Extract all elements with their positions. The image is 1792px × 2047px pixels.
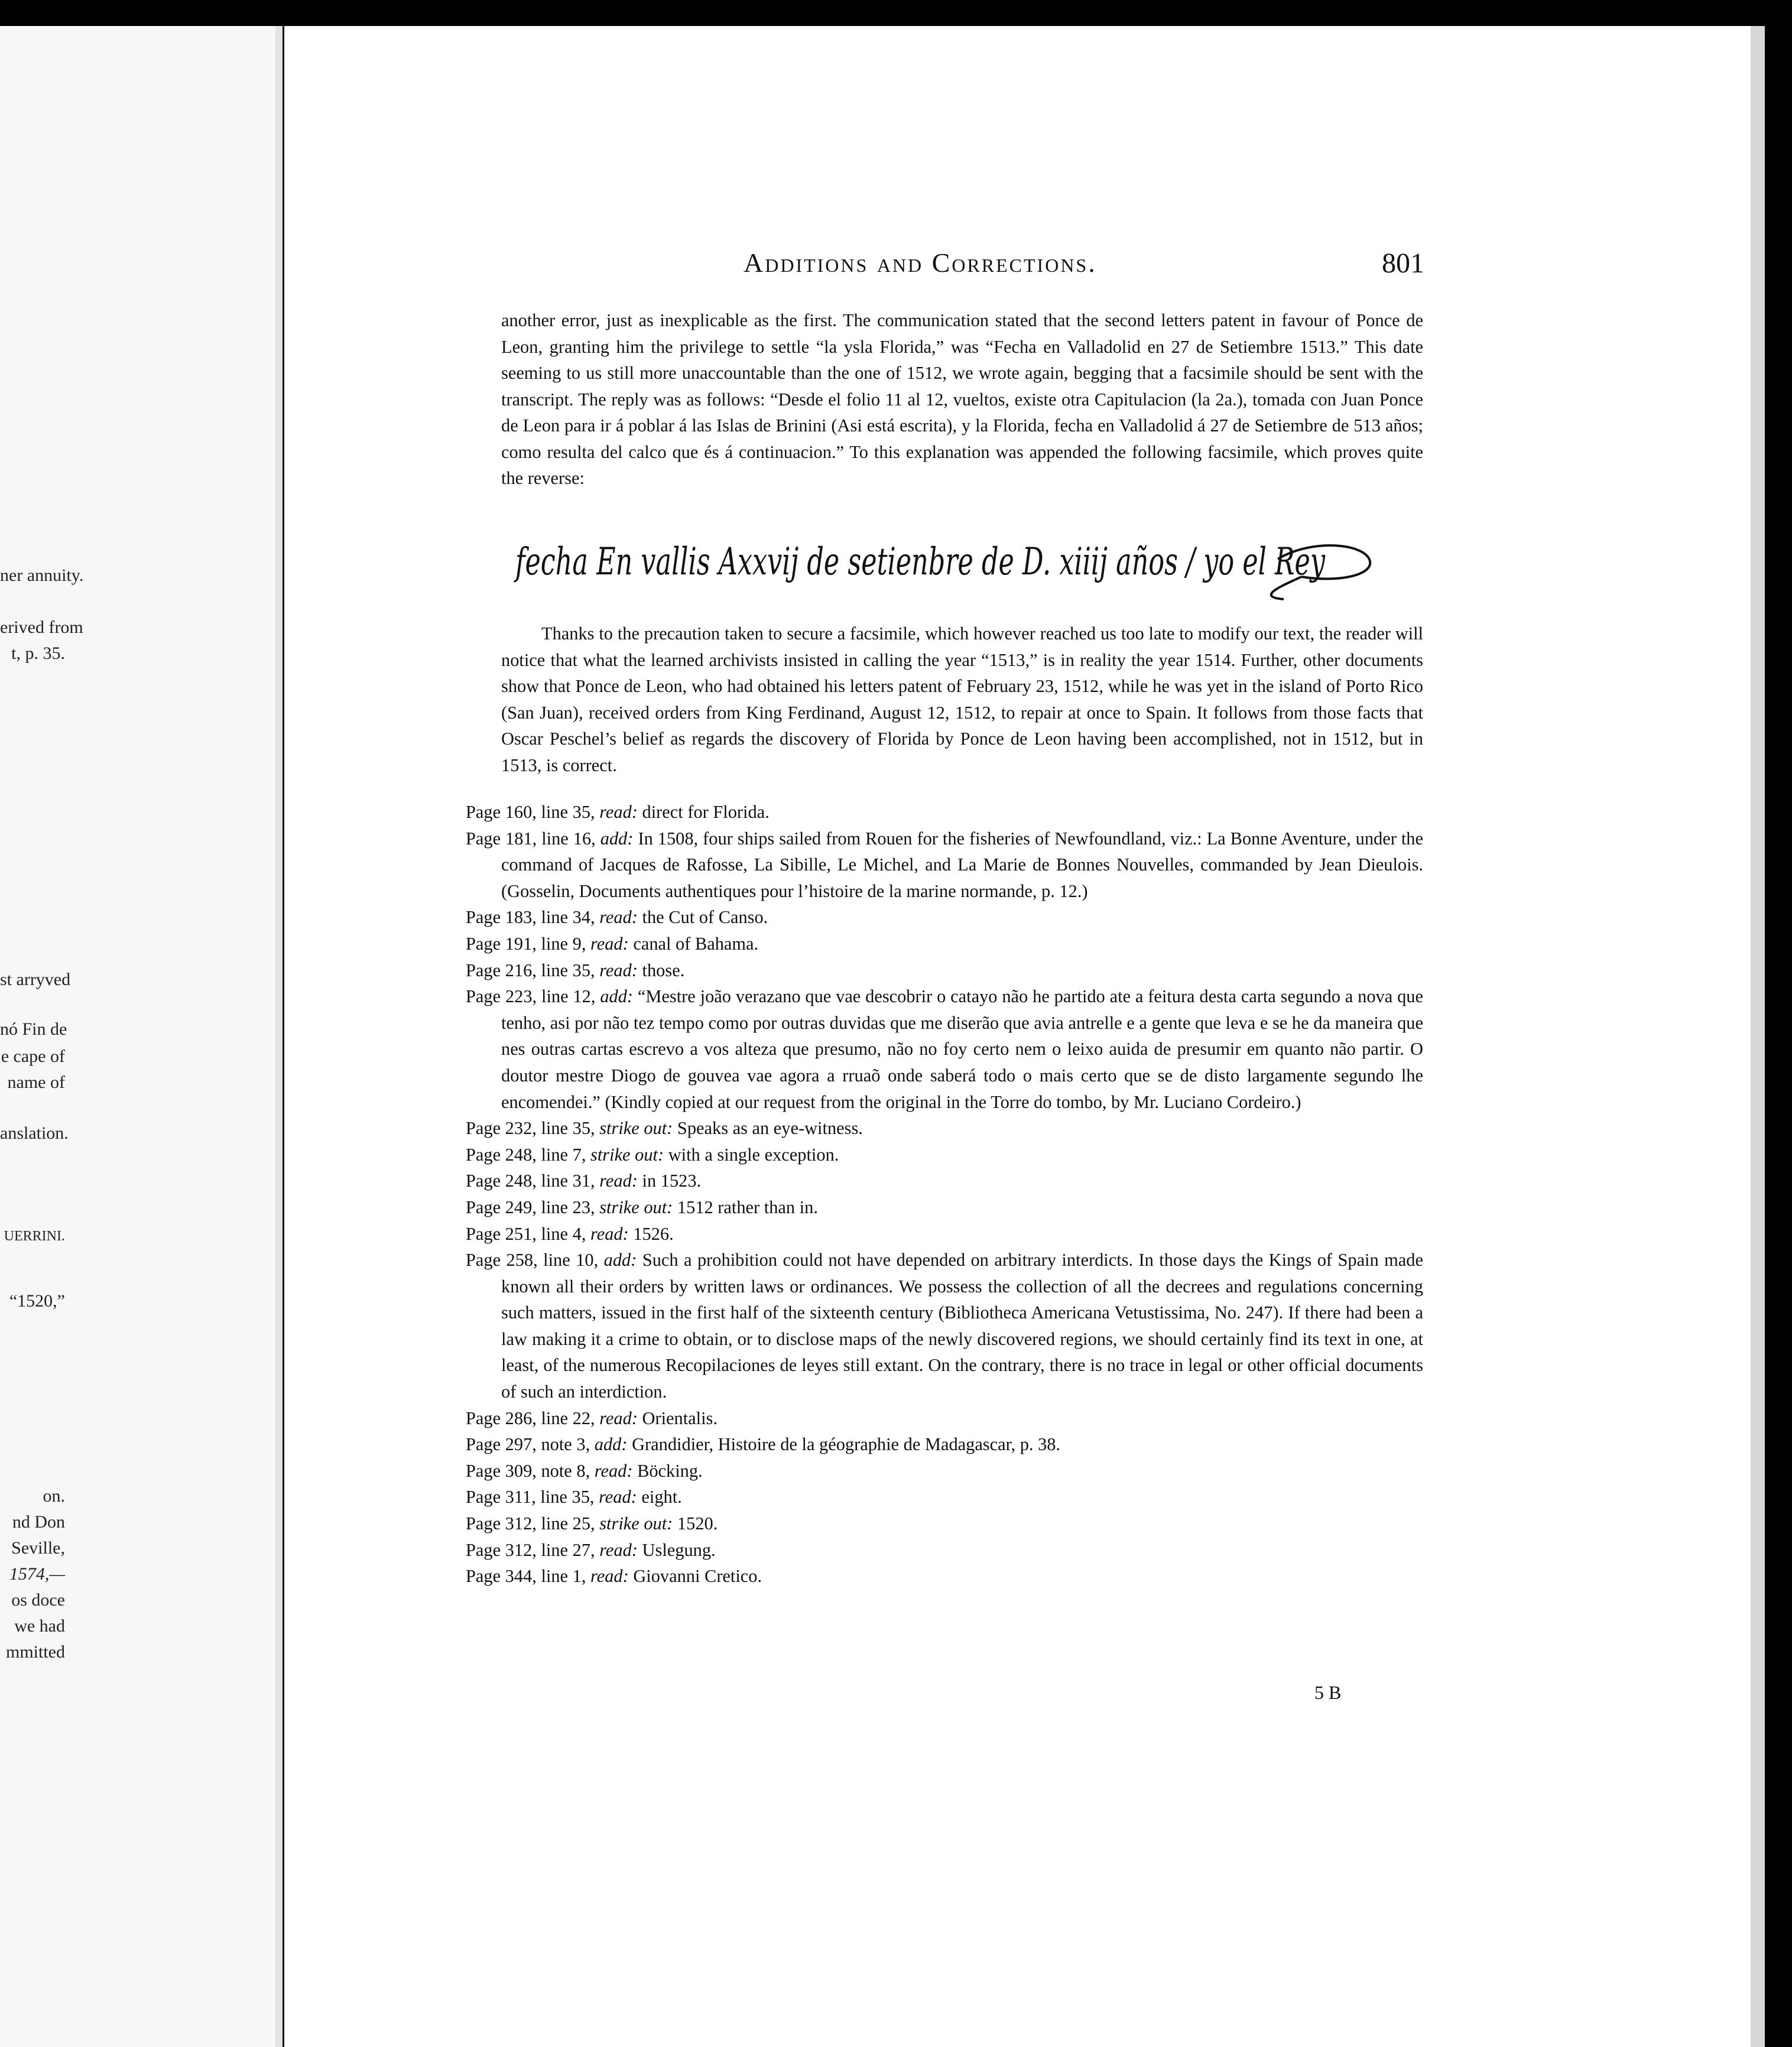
gutter-line bbox=[283, 26, 284, 2047]
left-fragment: name of bbox=[7, 1073, 65, 1092]
facsimile-signature bbox=[515, 526, 1378, 615]
left-fragment: on. bbox=[43, 1486, 65, 1506]
correction-entry: Page 248, line 7, strike out: with a single exception. bbox=[466, 1144, 839, 1165]
left-fragment: os doce bbox=[11, 1590, 65, 1610]
running-header-title: Additions and Corrections. bbox=[744, 248, 1097, 278]
correction-entry: Page 232, line 35, strike out: Speaks as an eye-witness. bbox=[466, 1118, 863, 1139]
handwriting-image bbox=[515, 526, 1378, 615]
left-fragment: anslation. bbox=[0, 1123, 69, 1143]
correction-entry: Page 216, line 35, read: those. bbox=[466, 960, 685, 980]
correction-entry: Page 311, line 35, read: eight. bbox=[466, 1487, 682, 1507]
correction-entry: Page 312, line 27, read: Uslegung. bbox=[466, 1539, 716, 1560]
left-fragment: mmitted bbox=[6, 1642, 65, 1662]
correction-entry: Page 181, line 16, add: In 1508, four ships sailed from Rouen for the fisheries of Newfoundland, viz.: La Bonne Aventure, under the command of Jacques de Rafosse, La Sibille, Le Michel, and La Marie de Bonnes Nouvelles, commanded by Jean Dieulois. (Gosselin, Documents authentiques pour l’histoire de la marine normande, p. 12.) bbox=[466, 828, 1423, 901]
correction-entry: Page 248, line 31, read: in 1523. bbox=[466, 1171, 702, 1191]
correction-entry: Page 223, line 12, add: “Mestre joão verazano que vae descobrir o catayo não he partido ate a feitura desta carta segundo a nova que tenho, asi por não tez tempo como por outras duvidas que me diserão que avia antrelle e a gente que leva e se he da maneira que nes outras cartas escrevo a vos alteza que presumo, não no foy certo nem o leixo auida de presumir em quanto não partir. O doutor mestre Diogo de gouvea vae agora a rruaõ onde saberá todo o mais certo que se de disto largamente segundo lhe encomendei.” (Kindly copied at our request from the original in the Torre do tombo, by Mr. Luciano Cordeiro.) bbox=[466, 986, 1423, 1112]
correction-entry: Page 191, line 9, read: canal of Bahama. bbox=[466, 933, 759, 954]
left-fragment: st arryved bbox=[0, 970, 71, 989]
correction-entry: Page 183, line 34, read: the Cut of Canso. bbox=[466, 907, 768, 928]
scan-right-band bbox=[1767, 26, 1792, 2047]
left-fragment: nó Fin de bbox=[0, 1019, 67, 1039]
thanks-paragraph: Thanks to the precaution taken to secure a facsimile, which however reached us too late to modify our text, the reader will notice that what the learned archivists insisted in calling the year “1513,” is in reality the year 1514. Further, other documents show that Ponce de Leon, who had obtained his letters patent of February 23, 1512, while he was yet in the island of Porto Rico (San Juan), received orders from King Ferdinand, August 12, 1512, to repair at once to Spain. It follows from those facts that Oscar Peschel’s belief as regards the discovery of Florida by Ponce de Leon having been accomplished, not in 1512, but in 1513, is correct. bbox=[501, 623, 1423, 775]
correction-entry: Page 309, note 8, read: Böcking. bbox=[466, 1460, 703, 1481]
left-fragment: ner annuity. bbox=[0, 566, 84, 585]
left-fragment: Seville, bbox=[11, 1538, 65, 1558]
left-page-edge bbox=[0, 26, 283, 2047]
signature-mark: 5 B bbox=[1314, 1682, 1342, 1703]
correction-entry: Page 286, line 22, read: Orientalis. bbox=[466, 1408, 718, 1428]
left-fragment: erived from bbox=[0, 618, 83, 637]
facsimile-text: fecha En vallis Axxvij de setienbre de D. xiiij años / yo el Rey bbox=[514, 540, 1326, 584]
left-fragment: 1574,— bbox=[9, 1564, 65, 1584]
left-fragment: we had bbox=[14, 1616, 65, 1636]
right-page-edge bbox=[1751, 26, 1765, 2047]
correction-entry: Page 160, line 35, read: direct for Florida. bbox=[466, 802, 770, 822]
corrections-list bbox=[466, 799, 1423, 1590]
left-fragment: e cape of bbox=[1, 1047, 65, 1066]
left-fragment: t, p. 35. bbox=[11, 644, 65, 663]
intro-paragraph: another error, just as inexplicable as the first. The communication stated that the second letters patent in favour of Ponce de Leon, granting him the privilege to settle “la ysla Florida,” was “Fecha en Valladolid en 27 de Setiembre 1513.” This date seeming to us still more unaccountable than the one of 1512, we wrote again, begging that a facsimile should be sent with the transcript. The reply was as follows: “Desde el folio 11 al 12, vueltos, existe otra Capitulacion (la 2a.), tomada con Juan Ponce de Leon para ir á poblar á las Islas de Brinini (Asi está escrita), y la Florida, fecha en Valladolid á 27 de Setiembre de 513 años; como resulta del calco que és á continuacion.” To this explanation was appended the following facsimile, which proves quite the reverse: bbox=[501, 310, 1423, 488]
correction-entry: Page 258, line 10, add: Such a prohibition could not have depended on arbitrary interdicts. In those days the Kings of Spain made known all their orders by written laws or ordinances. We possess the collection of all the decrees and regulations concerning such matters, issued in the first half of the sixteenth century (Bibliotheca Americana Vetustissima, No. 247). If there had been a law making it a crime to obtain, or to disclose maps of the newly discovered regions, we should certainly find its text in one, at least, of the numerous Recopilaciones de leyes still extant. On the contrary, there is no trace in legal or other official documents of such an interdiction. bbox=[466, 1250, 1423, 1402]
left-fragment: nd Don bbox=[12, 1512, 65, 1532]
correction-entry: Page 251, line 4, read: 1526. bbox=[466, 1223, 674, 1244]
correction-entry: Page 312, line 25, strike out: 1520. bbox=[466, 1513, 718, 1534]
page-number: 801 bbox=[1382, 248, 1424, 279]
left-fragment: “1520,” bbox=[9, 1291, 65, 1311]
left-fragment: UERRINI. bbox=[4, 1229, 65, 1244]
correction-entry: Page 344, line 1, read: Giovanni Cretico. bbox=[466, 1566, 762, 1587]
correction-entry: Page 249, line 23, strike out: 1512 rather than in. bbox=[466, 1197, 818, 1217]
correction-entry: Page 297, note 3, add: Grandidier, Histoire de la géographie de Madagascar, p. 38. bbox=[466, 1434, 1061, 1455]
scan-top-band bbox=[0, 0, 1792, 26]
